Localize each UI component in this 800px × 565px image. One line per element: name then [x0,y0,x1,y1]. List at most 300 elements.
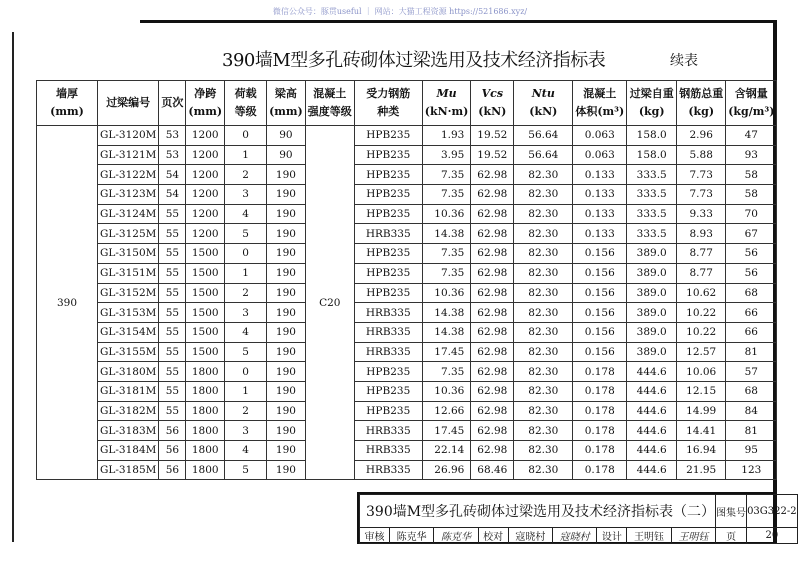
table-cell: 1.93 [422,126,471,146]
table-cell: 158.0 [627,145,677,165]
table-cell: 26.96 [422,460,471,480]
table-cell: 56 [159,460,186,480]
column-header [305,81,354,126]
table-cell: 82.30 [514,381,573,401]
table-cell: HRB335 [354,342,422,362]
table-cell: 0.063 [573,145,627,165]
table-cell: 56.64 [514,145,573,165]
column-header-line: (kg) [688,105,715,118]
table-cell: 1500 [186,322,225,342]
table-row [37,322,777,342]
column-header [726,81,777,126]
table-cell: 1800 [186,362,225,382]
table-cell: 444.6 [627,441,677,461]
table-cell: 55 [159,283,186,303]
table-cell: 389.0 [627,342,677,362]
table-cell: 8.77 [677,263,726,283]
table-cell: 1500 [186,303,225,323]
column-header [98,81,159,126]
table-cell: 68 [726,381,777,401]
table-cell: 0 [225,126,267,146]
checker-signature: 寇晓村 [553,528,597,544]
designer: 王明钰 [627,528,671,544]
table-cell: 0 [225,362,267,382]
atlas-label: 图集号 [716,495,747,528]
table-row [37,283,777,303]
table-cell: 0.063 [573,126,627,146]
column-header-line: 页次 [161,96,184,109]
column-header-line: (kg) [638,105,665,118]
table-cell: HPB235 [354,145,422,165]
table-cell: 2 [225,165,267,185]
page-title: 390墙M型多孔砖砌体过梁选用及技术经济指标表 [222,50,606,71]
table-cell: 5 [225,224,267,244]
table-row [37,204,777,224]
table-cell: 7.73 [677,185,726,205]
table-cell: 7.73 [677,165,726,185]
table-cell: 62.98 [471,165,514,185]
table-cell: 0 [225,244,267,264]
column-header-line: 过梁编号 [106,96,151,109]
table-cell: 389.0 [627,322,677,342]
table-cell: GL-3184M [98,441,159,461]
table-cell: 190 [267,283,306,303]
table-cell: 55 [159,303,186,323]
table-cell: 4 [225,204,267,224]
review-label: 审核 [360,528,390,544]
table-cell: 389.0 [627,244,677,264]
table-cell: 19.52 [471,126,514,146]
table-cell: 0.156 [573,303,627,323]
table-cell: HRB335 [354,303,422,323]
table-cell: 84 [726,401,777,421]
table-cell: 62.98 [471,263,514,283]
table-cell: 55 [159,322,186,342]
table-cell: 58 [726,165,777,185]
table-cell: 53 [159,126,186,146]
page-label: 页 [716,528,747,544]
table-cell: 82.30 [514,303,573,323]
table-cell: 1200 [186,224,225,244]
table-cell: HPB235 [354,244,422,264]
table-cell: 9.33 [677,204,726,224]
table-cell: 10.22 [677,303,726,323]
column-header-line: 含钢量 [734,87,768,100]
table-cell: GL-3182M [98,401,159,421]
table-cell: 82.30 [514,401,573,421]
table-cell: 158.0 [627,126,677,146]
table-cell: GL-3151M [98,263,159,283]
table-cell: 62.98 [471,303,514,323]
column-header-line: 墙厚 [56,87,78,100]
concrete-grade-cell: C20 [305,126,354,480]
table-cell: 12.57 [677,342,726,362]
table-cell: 90 [267,145,306,165]
table-cell: 1500 [186,342,225,362]
table-cell: 14.38 [422,224,471,244]
table-cell: 22.14 [422,441,471,461]
table-cell: 56 [159,421,186,441]
table-cell: 1800 [186,381,225,401]
table-cell: 190 [267,381,306,401]
table-cell: 8.93 [677,224,726,244]
wall-thickness-cell: 390 [37,126,98,480]
table-cell: 1500 [186,244,225,264]
table-cell: 0.178 [573,381,627,401]
table-cell: 10.36 [422,381,471,401]
table-cell: 62.98 [471,362,514,382]
table-cell: 0.178 [573,401,627,421]
column-header-line: 净跨 [194,87,217,100]
table-cell: GL-3122M [98,165,159,185]
table-cell: 444.6 [627,421,677,441]
table-cell: 2 [225,283,267,303]
table-cell: 10.62 [677,283,726,303]
table-cell: 55 [159,381,186,401]
checker: 寇晓村 [508,528,552,544]
table-cell: HPB235 [354,165,422,185]
table-cell: 389.0 [627,283,677,303]
table-cell: 12.15 [677,381,726,401]
table-cell: 82.30 [514,322,573,342]
table-cell: 3.95 [422,145,471,165]
table-cell: 57 [726,362,777,382]
table-cell: 7.35 [422,362,471,382]
table-cell: 56.64 [514,126,573,146]
table-row [37,401,777,421]
table-cell: 0.178 [573,362,627,382]
table-cell: 0.156 [573,283,627,303]
table-cell: 333.5 [627,224,677,244]
table-row [37,224,777,244]
table-cell: 14.41 [677,421,726,441]
table-cell: 4 [225,322,267,342]
table-cell: HRB335 [354,421,422,441]
table-cell: 82.30 [514,263,573,283]
table-cell: 68.46 [471,460,514,480]
table-cell: 389.0 [627,263,677,283]
table-cell: 19.52 [471,145,514,165]
column-header-line: (kg/m³) [728,105,775,118]
table-cell: 17.45 [422,342,471,362]
column-header [186,81,225,126]
table-cell: 1800 [186,421,225,441]
table-cell: 0.178 [573,441,627,461]
table-cell: 56 [159,441,186,461]
table-cell: HRB335 [354,224,422,244]
table-cell: 17.45 [422,421,471,441]
table-cell: 1800 [186,401,225,421]
table-cell: 93 [726,145,777,165]
table-cell: 53 [159,145,186,165]
table-cell: 82.30 [514,441,573,461]
table-cell: HPB235 [354,263,422,283]
table-cell: GL-3155M [98,342,159,362]
table-cell: 5 [225,460,267,480]
table-cell: 1 [225,381,267,401]
column-header-line: 受力钢筋 [366,87,411,100]
table-cell: HPB235 [354,185,422,205]
table-cell: 4 [225,441,267,461]
table-cell: 1500 [186,263,225,283]
table-cell: 10.06 [677,362,726,382]
table-cell: 82.30 [514,460,573,480]
table-cell: GL-3181M [98,381,159,401]
table-cell: HPB235 [354,362,422,382]
table-cell: 190 [267,362,306,382]
table-cell: 55 [159,244,186,264]
table-cell: 190 [267,401,306,421]
table-cell: HPB235 [354,204,422,224]
table-cell: 62.98 [471,401,514,421]
column-header [159,81,186,126]
table-cell: 62.98 [471,441,514,461]
table-cell: 1200 [186,185,225,205]
table-cell: 66 [726,322,777,342]
table-cell: 190 [267,185,306,205]
table-cell: HPB235 [354,283,422,303]
table-cell: 444.6 [627,401,677,421]
table-cell: 123 [726,460,777,480]
table-cell: 62.98 [471,244,514,264]
frame-top [140,20,776,23]
table-cell: 55 [159,401,186,421]
table-row [37,362,777,382]
table-cell: 62.98 [471,224,514,244]
table-cell: GL-3125M [98,224,159,244]
table-cell: 82.30 [514,362,573,382]
table-cell: HPB235 [354,401,422,421]
table-cell: 82.30 [514,283,573,303]
table-cell: 1200 [186,145,225,165]
column-header-line: 种类 [377,105,400,118]
table-cell: 1800 [186,460,225,480]
column-header-line: Mu [436,87,457,100]
table-cell: 190 [267,263,306,283]
table-cell: 190 [267,460,306,480]
table-cell: GL-3153M [98,303,159,323]
table-cell: 0.133 [573,165,627,185]
table-cell: 82.30 [514,185,573,205]
table-cell: 190 [267,342,306,362]
table-cell: 0.156 [573,244,627,264]
table-row [37,421,777,441]
table-row [37,126,777,146]
column-header [514,81,573,126]
table-cell: 56 [726,244,777,264]
table-cell: 2.96 [677,126,726,146]
table-row [37,145,777,165]
table-cell: 58 [726,185,777,205]
table-cell: 62.98 [471,421,514,441]
table-cell: 3 [225,303,267,323]
table-cell: 14.38 [422,322,471,342]
table-cell: 0.133 [573,185,627,205]
table-cell: 190 [267,441,306,461]
table-cell: GL-3120M [98,126,159,146]
table-cell: 190 [267,204,306,224]
table-cell: 62.98 [471,322,514,342]
table-cell: 81 [726,421,777,441]
page-number: 20 [747,528,798,544]
table-row [37,185,777,205]
table-cell: HPB235 [354,126,422,146]
table-cell: HRB335 [354,441,422,461]
table-cell: 3 [225,185,267,205]
table-cell: 62.98 [471,342,514,362]
continued-label: 续表 [670,53,698,69]
table-cell: 0.156 [573,263,627,283]
column-header-line: (mm) [188,105,223,118]
table-cell: 62.98 [471,283,514,303]
column-header-line: 荷载 [234,87,257,100]
table-cell: 190 [267,165,306,185]
table-cell: 62.98 [471,185,514,205]
table-cell: 7.35 [422,244,471,264]
column-header-line: Ntu [531,87,555,100]
column-header-line: 梁高 [274,87,297,100]
table-cell: 333.5 [627,204,677,224]
column-header-line: (kN) [529,105,558,118]
table-cell: 7.35 [422,165,471,185]
column-header-line: 过梁自重 [629,87,674,100]
table-cell: 55 [159,263,186,283]
table-cell: 82.30 [514,244,573,264]
table-cell: 444.6 [627,381,677,401]
table-cell: 7.35 [422,185,471,205]
table-cell: 10.36 [422,283,471,303]
table-cell: 68 [726,283,777,303]
column-header [354,81,422,126]
table-cell: 14.99 [677,401,726,421]
table-cell: 7.35 [422,263,471,283]
table-cell: 82.30 [514,421,573,441]
title-block [357,492,797,544]
table-cell: 190 [267,303,306,323]
column-header-line: (mm) [269,105,303,118]
table-row [37,381,777,401]
table-cell: 62.98 [471,204,514,224]
column-header-line: 钢筋总重 [679,87,724,100]
table-cell: 10.36 [422,204,471,224]
table-cell: 56 [726,263,777,283]
table-cell: 1200 [186,126,225,146]
column-header [573,81,627,126]
table-cell: 47 [726,126,777,146]
column-header [422,81,471,126]
table-cell: 0.178 [573,460,627,480]
table-cell: 55 [159,342,186,362]
selection-table [36,80,777,480]
table-cell: 190 [267,244,306,264]
column-header [471,81,514,126]
table-cell: GL-3183M [98,421,159,441]
table-cell: 190 [267,421,306,441]
table-cell: 67 [726,224,777,244]
design-label: 设计 [597,528,627,544]
table-cell: 333.5 [627,165,677,185]
drawing-title: 390墙M型多孔砖砌体过梁选用及技术经济指标表（二） [360,495,716,528]
table-cell: 82.30 [514,224,573,244]
column-header [677,81,726,126]
check-label: 校对 [478,528,508,544]
table-cell: GL-3150M [98,244,159,264]
table-cell: 3 [225,421,267,441]
table-cell: HPB235 [354,381,422,401]
table-row [37,244,777,264]
table-cell: 82.30 [514,204,573,224]
table-cell: 8.77 [677,244,726,264]
table-row [37,165,777,185]
table-cell: 1 [225,145,267,165]
table-cell: GL-3185M [98,460,159,480]
table-row [37,303,777,323]
table-row [37,441,777,461]
table-cell: 55 [159,224,186,244]
table-cell: 16.94 [677,441,726,461]
table-cell: 95 [726,441,777,461]
table-cell: 0.156 [573,322,627,342]
table-cell: 0.133 [573,204,627,224]
table-cell: 5.88 [677,145,726,165]
table-cell: 0.156 [573,342,627,362]
column-header [267,81,306,126]
column-header-line: 等级 [234,105,257,118]
reviewer-signature: 陈克华 [434,528,478,544]
table-cell: 1200 [186,204,225,224]
table-row [37,342,777,362]
column-header [627,81,677,126]
table-cell: 1200 [186,165,225,185]
table-cell: 10.22 [677,322,726,342]
table-cell: 0.133 [573,224,627,244]
table-cell: 444.6 [627,362,677,382]
table-cell: 90 [267,126,306,146]
column-header-line: (kN·m) [424,105,469,118]
atlas-number: 03G322-2 [747,495,798,528]
table-cell: GL-3180M [98,362,159,382]
table-cell: 54 [159,185,186,205]
table-cell: 81 [726,342,777,362]
table-cell: 82.30 [514,165,573,185]
table-cell: 190 [267,224,306,244]
table-cell: 66 [726,303,777,323]
table-cell: 444.6 [627,460,677,480]
table-cell: HRB335 [354,322,422,342]
column-header [225,81,267,126]
table-cell: GL-3152M [98,283,159,303]
table-cell: 62.98 [471,381,514,401]
table-cell: 2 [225,401,267,421]
designer-signature: 王明钰 [671,528,715,544]
table-cell: 55 [159,362,186,382]
table-row [37,263,777,283]
column-header-line: Vcs [481,87,504,100]
table-cell: 1800 [186,441,225,461]
column-header-line: (kN) [478,105,507,118]
column-header-line: (mm) [50,105,84,118]
column-header-line: 混凝土 [583,87,617,100]
frame-left [12,32,14,542]
table-cell: 54 [159,165,186,185]
table-cell: 5 [225,342,267,362]
table-cell: 21.95 [677,460,726,480]
table-row [37,460,777,480]
table-cell: 389.0 [627,303,677,323]
table-cell: 333.5 [627,185,677,205]
table-cell: GL-3123M [98,185,159,205]
column-header [37,81,98,126]
